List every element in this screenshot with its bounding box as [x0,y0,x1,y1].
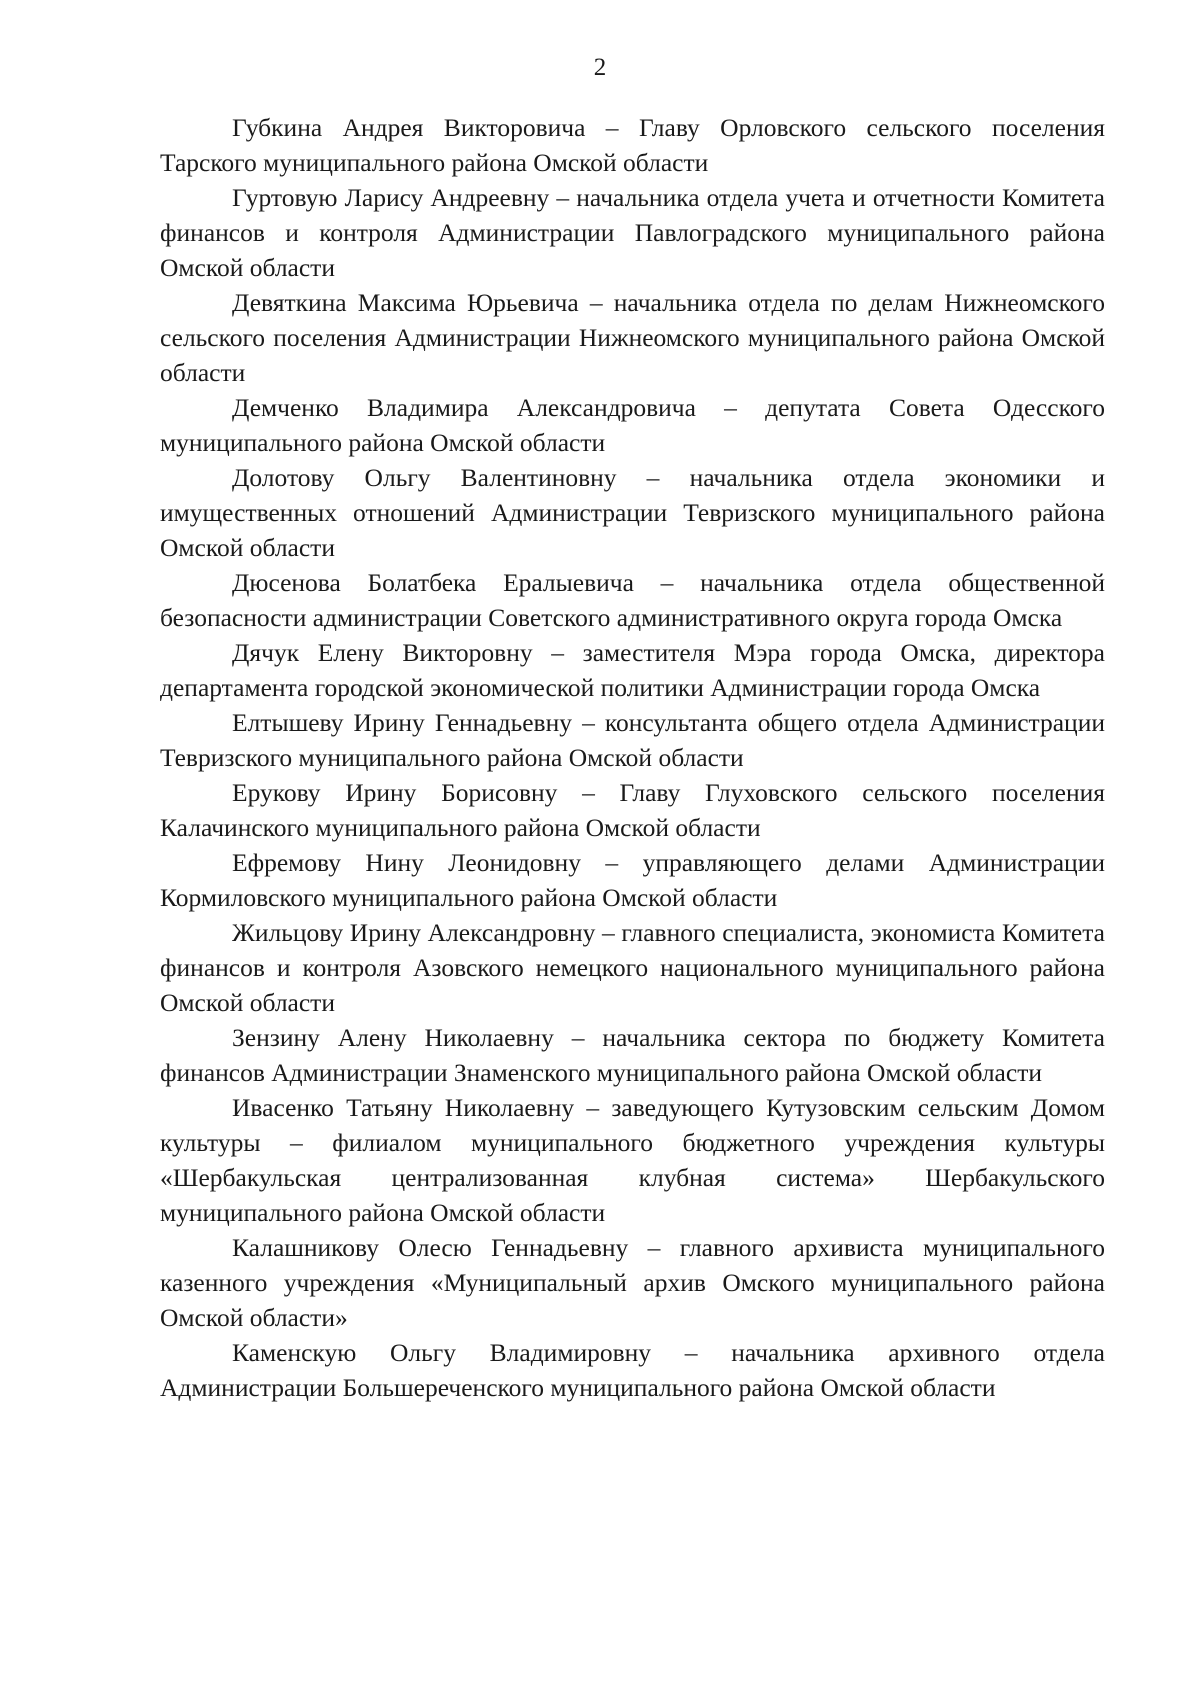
list-item: Дячук Елену Викторовну – заместителя Мэра города Омска, директора департамента городской экономической политики Администрации города Омска [160,638,1105,702]
list-item: Девяткина Максима Юрьевича – начальника отдела по делам Нижнеомского сельского поселения Администрации Нижнеомского муниципального района Омской области [160,288,1105,387]
list-item: Калашникову Олесю Геннадьевну – главного архивиста муниципального казенного учреждения «Муниципальный архив Омского муниципального района Омской области» [160,1233,1105,1332]
list-item: Долотову Ольгу Валентиновну – начальника отдела экономики и имущественных отношений Администрации Тевризского муниципального района Омской области [160,463,1105,562]
list-item: Ерукову Ирину Борисовну – Главу Глуховского сельского поселения Калачинского муниципального района Омской области [160,778,1105,842]
list-item: Дюсенова Болатбека Ералыевича – начальника отдела общественной безопасности администрации Советского административного округа города Омска [160,568,1105,632]
list-item: Каменскую Ольгу Владимировну – начальника архивного отдела Администрации Большереченского муниципального района Омской области [160,1338,1105,1402]
list-item: Зензину Алену Николаевну – начальника сектора по бюджету Комитета финансов Администрации Знаменского муниципального района Омской области [160,1023,1105,1087]
list-item: Елтышеву Ирину Геннадьевну – консультанта общего отдела Администрации Тевризского муниципального района Омской области [160,708,1105,772]
list-item: Ивасенко Татьяну Николаевну – заведующего Кутузовским сельским Домом культуры – филиалом муниципального бюджетного учреждения культуры «Шербакульская централизованная клубная система» Шербакульского муниципального района Омской области [160,1093,1105,1227]
list-item: Демченко Владимира Александровича – депутата Совета Одесского муниципального района Омской области [160,393,1105,457]
page-number: 2 [593,54,607,81]
list-item: Губкина Андрея Викторовича – Главу Орловского сельского поселения Тарского муниципального района Омской области [160,113,1105,177]
award-list [160,110,1105,1405]
list-item: Гуртовую Ларису Андреевну – начальника отдела учета и отчетности Комитета финансов и контроля Администрации Павлоградского муниципального района Омской области [160,183,1105,282]
list-item: Ефремову Нину Леонидовну – управляющего делами Администрации Кормиловского муниципального района Омской области [160,848,1105,912]
list-item: Жильцову Ирину Александровну – главного специалиста, экономиста Комитета финансов и контроля Азовского немецкого национального муниципального района Омской области [160,918,1105,1017]
